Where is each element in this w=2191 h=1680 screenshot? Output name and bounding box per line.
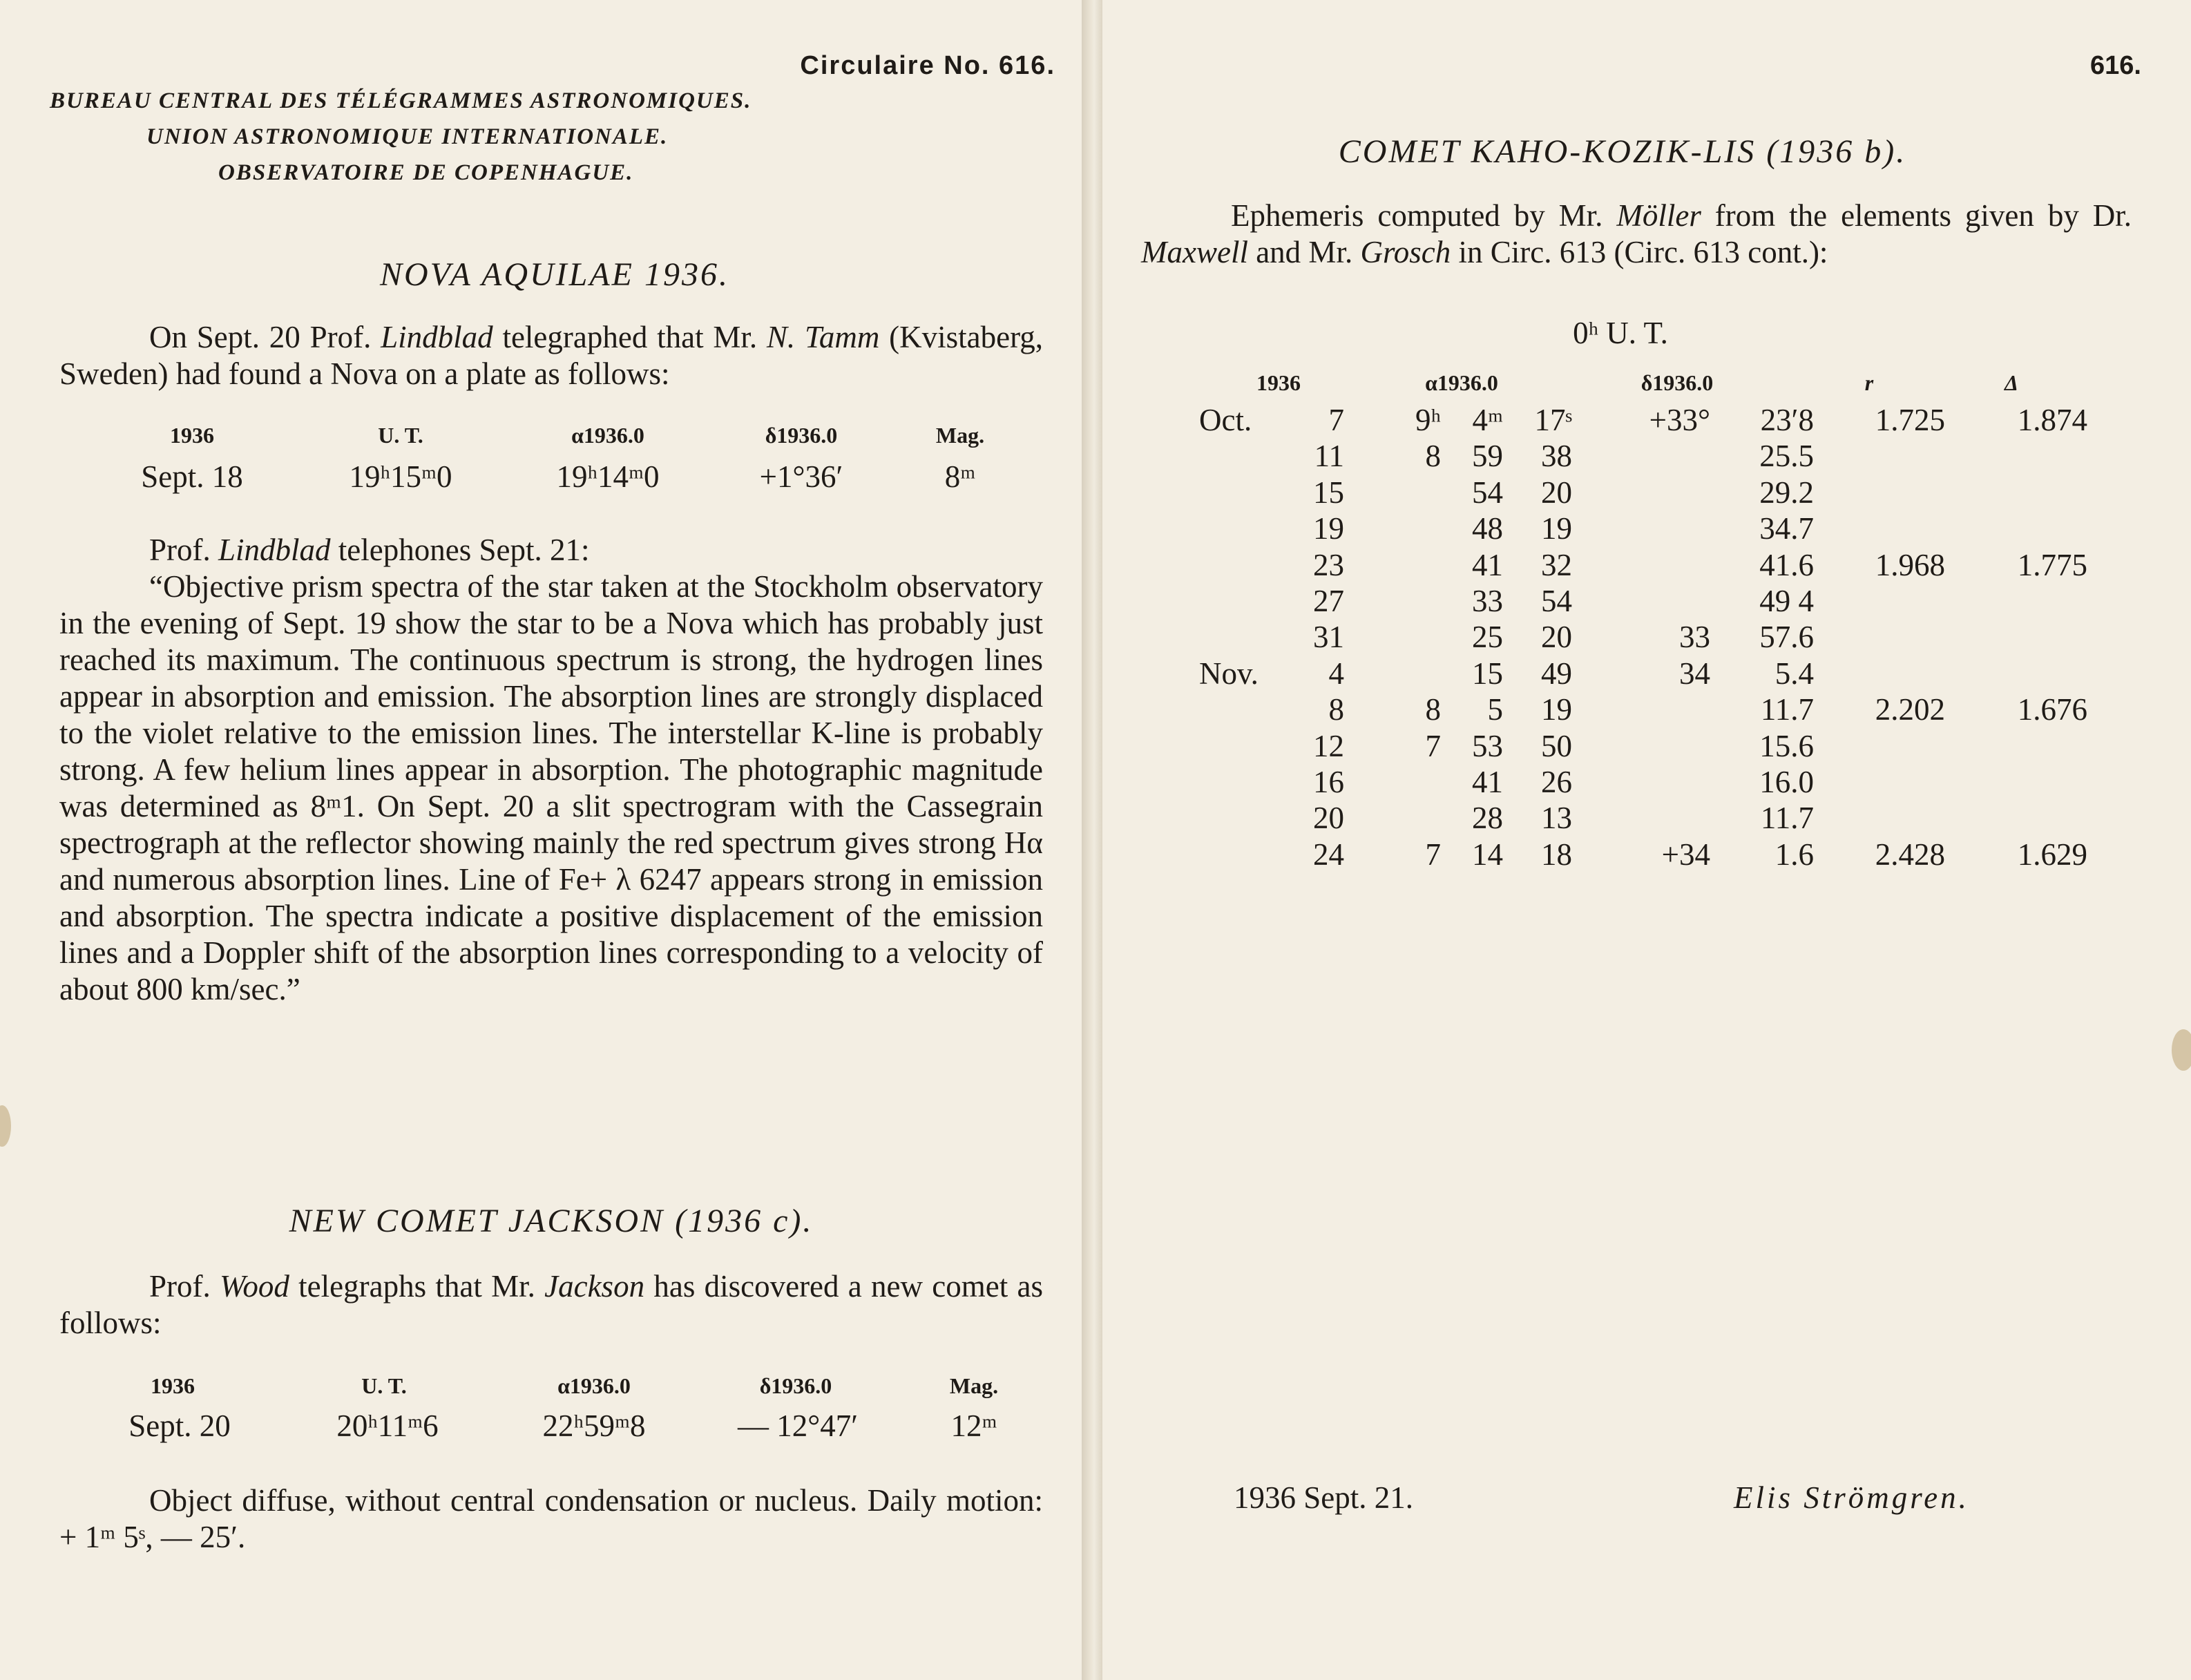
text-run: telegraphed that Mr. bbox=[492, 320, 767, 354]
text-run: from the elements given by Dr. bbox=[1701, 198, 2132, 233]
col-head-dec: δ1936.0 bbox=[1640, 370, 1714, 395]
ephemeris-ra-m: 54 bbox=[1472, 475, 1503, 510]
jackson-head-dec: δ1936.0 bbox=[759, 1373, 832, 1398]
ephemeris-r: 1.725 bbox=[1875, 403, 1945, 437]
ephemeris-day: 8 bbox=[1328, 692, 1344, 727]
ephemeris-day: 19 bbox=[1313, 511, 1344, 546]
ephemeris-dec-min: 49 4 bbox=[1759, 584, 1814, 618]
ephemeris-dec-deg: 34 bbox=[1679, 656, 1710, 691]
ephemeris-r: 2.428 bbox=[1875, 837, 1945, 872]
italic-name: Maxwell bbox=[1141, 235, 1248, 269]
ephemeris-day: 4 bbox=[1328, 656, 1344, 691]
text-run: Prof. bbox=[149, 533, 218, 567]
bureau-line-3: OBSERVATOIRE DE COPENHAGUE. bbox=[218, 160, 634, 185]
nova-telephone bbox=[59, 532, 1043, 569]
col-head-ra: α1936.0 bbox=[1425, 370, 1498, 395]
ephemeris-day: 20 bbox=[1313, 801, 1344, 836]
ephemeris-dec-min: 1.6 bbox=[1774, 837, 1814, 872]
ephemeris-day: 11 bbox=[1314, 439, 1344, 474]
nova-head-dec: δ1936.0 bbox=[765, 423, 838, 448]
italic-name: Lindblad bbox=[381, 320, 493, 354]
ephemeris-dec-min: 5.4 bbox=[1774, 656, 1814, 691]
ephemeris-day: 24 bbox=[1313, 837, 1344, 872]
jackson-note bbox=[59, 1482, 1043, 1556]
page-gutter bbox=[1082, 0, 1102, 1680]
ephemeris-dec-deg: +33° bbox=[1649, 403, 1710, 437]
text-run: and Mr. bbox=[1247, 235, 1361, 269]
ephemeris-ra-h: 7 bbox=[1425, 728, 1441, 763]
col-head-delta: Δ bbox=[2004, 370, 2019, 395]
nova-dec: +1°36′ bbox=[759, 459, 843, 494]
ephemeris-ra-h: 8 bbox=[1425, 439, 1441, 474]
nova-ut: 19ʰ15ᵐ0 bbox=[349, 459, 452, 494]
ephemeris-dec-min: 34.7 bbox=[1759, 511, 1814, 546]
ephemeris-ra-s: 20 bbox=[1541, 475, 1572, 510]
ephemeris-ra-s: 18 bbox=[1541, 837, 1572, 872]
ephemeris-ra-m: 14 bbox=[1472, 837, 1503, 872]
nova-title: NOVA AQUILAE 1936. bbox=[380, 256, 729, 293]
text-run: (Kvistaberg, Sweden) had found a Nova on a plate as follows: bbox=[59, 320, 1044, 391]
ephemeris-dec-min: 16.0 bbox=[1759, 765, 1814, 799]
ephemeris-dec-deg: 33 bbox=[1679, 620, 1710, 655]
comet-title: COMET KAHO-KOZIK-LIS (1936 b). bbox=[1338, 133, 1907, 170]
ephemeris-ra-m: 41 bbox=[1472, 547, 1503, 582]
text-run: telegraphs that Mr. bbox=[289, 1269, 545, 1304]
ephemeris-day: 7 bbox=[1328, 403, 1344, 437]
nova-ra: 19ʰ14ᵐ0 bbox=[556, 459, 660, 494]
ephemeris-r: 2.202 bbox=[1875, 692, 1945, 727]
jackson-date: Sept. 20 bbox=[128, 1409, 231, 1443]
ephemeris-ra-s: 54 bbox=[1541, 584, 1572, 618]
jackson-intro bbox=[59, 1268, 1043, 1342]
italic-name: Wood bbox=[220, 1269, 289, 1304]
jackson-dec: — 12°47′ bbox=[737, 1409, 859, 1443]
ephemeris-delta: 1.775 bbox=[2017, 547, 2087, 582]
ephemeris-ra-s: 20 bbox=[1541, 620, 1572, 655]
ephemeris-ra-s: 32 bbox=[1541, 547, 1572, 582]
ephemeris-day: 31 bbox=[1313, 620, 1344, 655]
jackson-note-text: Object diffuse, without central condensation or nucleus. Daily motion: + 1ᵐ 5ˢ, — 25′. bbox=[59, 1483, 1043, 1554]
italic-name: Lindblad bbox=[218, 533, 331, 567]
nova-quote bbox=[59, 569, 1043, 1008]
jackson-title: NEW COMET JACKSON (1936 c). bbox=[289, 1203, 814, 1239]
ephemeris-ra-h: 7 bbox=[1425, 837, 1441, 872]
ephemeris-delta: 1.874 bbox=[2017, 403, 2087, 437]
ephemeris-ra-m: 15 bbox=[1472, 656, 1503, 691]
left-page bbox=[0, 0, 1082, 1680]
nova-head-ut: U. T. bbox=[378, 423, 423, 448]
italic-name: N. Tamm bbox=[766, 320, 880, 354]
signature: Elis Strömgren. bbox=[1734, 1480, 1969, 1515]
ephemeris-ra-s: 19 bbox=[1541, 511, 1572, 546]
ephemeris-day: 23 bbox=[1313, 547, 1344, 582]
ephemeris-dec-deg: +34 bbox=[1661, 837, 1710, 872]
italic-name: Jackson bbox=[544, 1269, 645, 1304]
ephemeris-day: 12 bbox=[1313, 728, 1344, 763]
ephemeris-dec-min: 25.5 bbox=[1759, 439, 1814, 474]
ephemeris-r: 1.968 bbox=[1875, 547, 1945, 582]
ephemeris-month: Oct. bbox=[1199, 403, 1252, 437]
time-label: 0ʰ U. T. bbox=[1573, 316, 1668, 350]
ephemeris-dec-min: 57.6 bbox=[1759, 620, 1814, 655]
ephemeris-ra-s: 13 bbox=[1541, 801, 1572, 836]
nova-mag: 8ᵐ bbox=[944, 459, 976, 494]
ephemeris-dec-min: 11.7 bbox=[1760, 801, 1814, 836]
ephemeris-ra-m: 41 bbox=[1472, 765, 1503, 799]
italic-name: Möller bbox=[1616, 198, 1701, 233]
comet-intro bbox=[1141, 198, 2132, 271]
jackson-head-mag: Mag. bbox=[949, 1373, 999, 1398]
ephemeris-ra-m: 25 bbox=[1472, 620, 1503, 655]
ephemeris-dec-min: 41.6 bbox=[1759, 547, 1814, 582]
ephemeris-ra-s: 19 bbox=[1541, 692, 1572, 727]
ephemeris-ra-m: 59 bbox=[1472, 439, 1503, 474]
jackson-head-ut: U. T. bbox=[361, 1373, 407, 1398]
nova-head-year: 1936 bbox=[170, 423, 214, 448]
col-head-year: 1936 bbox=[1256, 370, 1301, 395]
nova-head-ra: α1936.0 bbox=[571, 423, 644, 448]
paper-stain bbox=[0, 1105, 11, 1147]
right-page bbox=[1102, 0, 2191, 1680]
ephemeris-ra-h: 8 bbox=[1425, 692, 1441, 727]
ephemeris-dec-min: 11.7 bbox=[1760, 692, 1814, 727]
issue-date: 1936 Sept. 21. bbox=[1234, 1480, 1414, 1515]
jackson-head-ra: α1936.0 bbox=[557, 1373, 631, 1398]
jackson-head-year: 1936 bbox=[151, 1373, 195, 1398]
bureau-line-1: BUREAU CENTRAL DES TÉLÉGRAMMES ASTRONOMIQUES. bbox=[50, 88, 752, 113]
paper-stain bbox=[2172, 1029, 2191, 1071]
ephemeris-ra-s: 50 bbox=[1541, 728, 1572, 763]
ephemeris-dec-min: 23′8 bbox=[1760, 403, 1814, 437]
text-run: in Circ. 613 (Circ. 613 cont.): bbox=[1451, 235, 1828, 269]
ephemeris-ra-m: 53 bbox=[1472, 728, 1503, 763]
nova-intro bbox=[59, 319, 1043, 392]
ephemeris-ra-h: 9ʰ bbox=[1415, 403, 1441, 437]
ephemeris-ra-m: 28 bbox=[1472, 801, 1503, 836]
circular-number: Circulaire No. 616. bbox=[800, 51, 1055, 80]
jackson-ut: 20ʰ11ᵐ6 bbox=[336, 1409, 439, 1443]
ephemeris-ra-s: 17ˢ bbox=[1534, 403, 1572, 437]
ephemeris-ra-m: 33 bbox=[1472, 584, 1503, 618]
text-run: has discovered a new comet as follows: bbox=[59, 1269, 1043, 1340]
ephemeris-day: 27 bbox=[1313, 584, 1344, 618]
ephemeris-ra-s: 26 bbox=[1541, 765, 1572, 799]
italic-name: Grosch bbox=[1360, 235, 1451, 269]
ephemeris-day: 15 bbox=[1313, 475, 1344, 510]
jackson-ra: 22ʰ59ᵐ8 bbox=[542, 1409, 646, 1443]
ephemeris-ra-s: 38 bbox=[1541, 439, 1572, 474]
ephemeris-delta: 1.629 bbox=[2017, 837, 2087, 872]
ephemeris-delta: 1.676 bbox=[2017, 692, 2087, 727]
nova-date: Sept. 18 bbox=[141, 459, 243, 494]
ephemeris-ra-s: 49 bbox=[1541, 656, 1572, 691]
ephemeris-ra-m: 4ᵐ bbox=[1472, 403, 1503, 437]
text-run: Ephemeris computed by Mr. bbox=[1231, 198, 1617, 233]
text-run: On Sept. 20 Prof. bbox=[149, 320, 381, 354]
page-number: 616. bbox=[2090, 51, 2141, 80]
nova-head-mag: Mag. bbox=[935, 423, 985, 448]
nova-quote-text: “Objective prism spectra of the star taken at the Stockholm observatory in the evening of Sept. 19 show the star to be a Nova which has probably just reached its maximum. The continuous spectrum is strong, the hydrogen lines appear in absorption and emission. The absorption lines are strongly displaced to the violet relative to the emission lines. The interstellar K-line is probably strong. A few helium lines appear in absorption. The photographic magnitude was determined as 8ᵐ1. On Sept. 20 a slit spectrogram with the Cassegrain spectrograph at the reflector showing mainly the red spectrum gives strong Hα and numerous absorption lines. Line of Fe+ λ 6247 appears strong in emission and absorption. The spectra indicate a positive displacement of the emission lines and a Doppler shift of the absorption lines corresponding to a velocity of about 800 km/sec.” bbox=[59, 569, 1043, 1006]
ephemeris-day: 16 bbox=[1313, 765, 1344, 799]
ephemeris-dec-min: 29.2 bbox=[1759, 475, 1814, 510]
ephemeris-ra-m: 48 bbox=[1472, 511, 1503, 546]
ephemeris-month: Nov. bbox=[1199, 656, 1259, 691]
text-run: Prof. bbox=[149, 1269, 220, 1304]
ephemeris-ra-m: 5 bbox=[1487, 692, 1503, 727]
col-head-r: r bbox=[1864, 370, 1874, 395]
bureau-line-2: UNION ASTRONOMIQUE INTERNATIONALE. bbox=[146, 124, 669, 149]
jackson-mag: 12ᵐ bbox=[950, 1409, 997, 1443]
ephemeris-dec-min: 15.6 bbox=[1759, 728, 1814, 763]
text-run: telephones Sept. 21: bbox=[330, 533, 590, 567]
